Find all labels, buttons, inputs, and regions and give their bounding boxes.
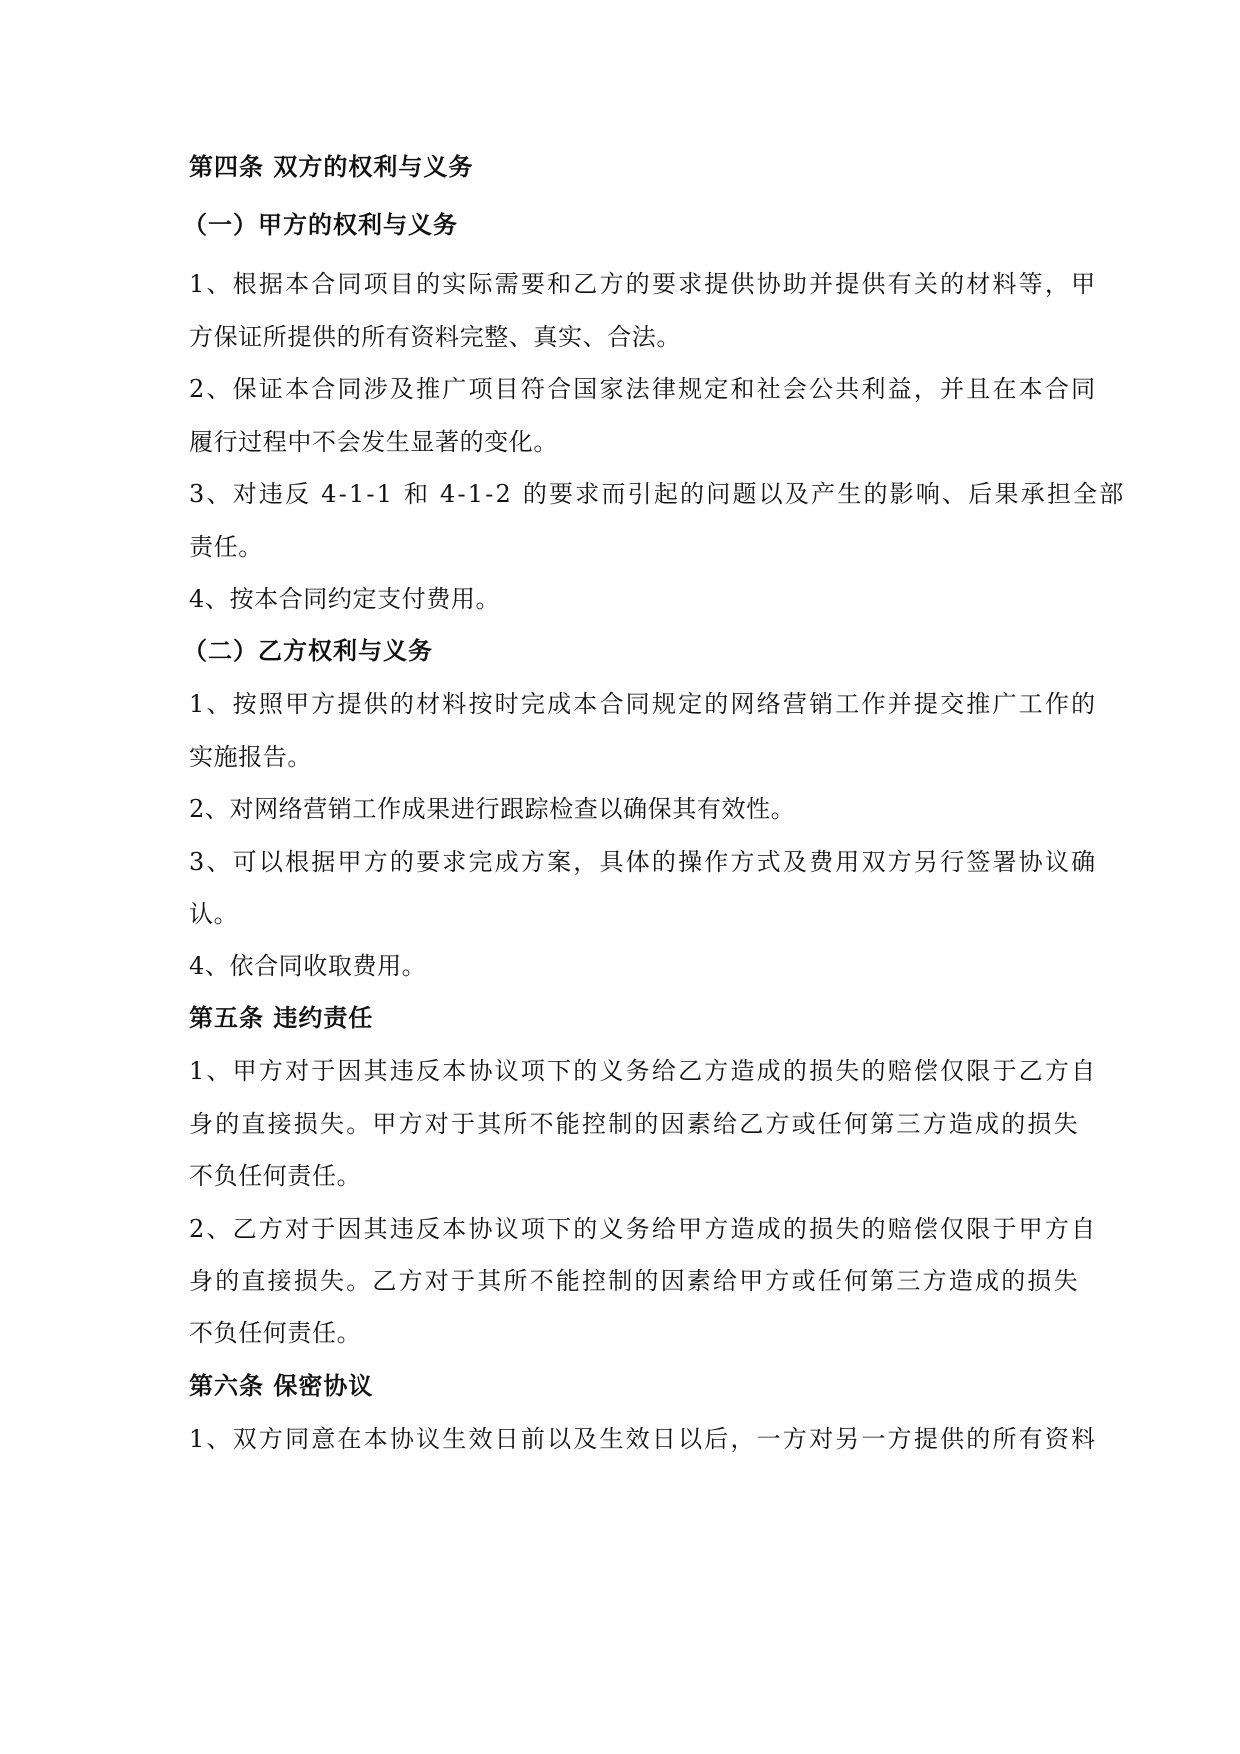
article-6-title: 第六条 保密协议 bbox=[189, 1372, 374, 1400]
article-5-item-2-line-2: 身的直接损失。乙方对于其所不能控制的因素给甲方或任何第三方造成的损失 bbox=[189, 1267, 1080, 1295]
article-6-item-1-line-1: 1、双方同意在本协议生效日前以及生效日以后，一方对另一方提供的所有资料 bbox=[189, 1425, 1098, 1453]
party-a-heading: （一）甲方的权利与义务 bbox=[183, 211, 458, 239]
party-b-item-3-line-1: 3、可以根据甲方的要求完成方案，具体的操作方式及费用双方另行签署协议确 bbox=[189, 848, 1098, 876]
party-b-item-2: 2、对网络营销工作成果进行跟踪检查以确保其有效性。 bbox=[189, 795, 796, 823]
party-b-item-1-line-2: 实施报告。 bbox=[189, 743, 312, 771]
article-5-item-2-line-1: 2、乙方对于因其违反本协议项下的义务给甲方造成的损失的赔偿仅限于甲方自 bbox=[189, 1215, 1098, 1243]
party-a-item-4: 4、按本合同约定支付费用。 bbox=[189, 585, 501, 613]
party-b-item-3-line-2: 认。 bbox=[189, 900, 239, 928]
article-5-item-2-line-3: 不负任何责任。 bbox=[189, 1319, 362, 1347]
article-5-title: 第五条 违约责任 bbox=[189, 1004, 374, 1032]
party-a-item-3-line-1: 3、对违反 4-1-1 和 4-1-2 的要求而引起的问题以及产生的影响、后果承担全部 bbox=[189, 480, 1126, 508]
article-5-item-1-line-2: 身的直接损失。甲方对于其所不能控制的因素给乙方或任何第三方造成的损失 bbox=[189, 1110, 1080, 1138]
party-a-item-3-line-2: 责任。 bbox=[189, 533, 263, 561]
party-b-heading: （二）乙方权利与义务 bbox=[183, 637, 433, 665]
party-a-item-1-line-1: 1、根据本合同项目的实际需要和乙方的要求提供协助并提供有关的材料等，甲 bbox=[189, 270, 1098, 298]
party-a-item-2-line-1: 2、保证本合同涉及推广项目符合国家法律规定和社会公共利益，并且在本合同 bbox=[189, 375, 1098, 403]
article-4-title: 第四条 双方的权利与义务 bbox=[189, 153, 474, 181]
party-a-item-1-line-2: 方保证所提供的所有资料完整、真实、合法。 bbox=[189, 323, 681, 351]
article-5-item-1-line-1: 1、甲方对于因其违反本协议项下的义务给乙方造成的损失的赔偿仅限于乙方自 bbox=[189, 1057, 1098, 1085]
article-5-item-1-line-3: 不负任何责任。 bbox=[189, 1162, 362, 1190]
party-a-item-2-line-2: 履行过程中不会发生显著的变化。 bbox=[189, 428, 558, 456]
party-b-item-4: 4、依合同收取费用。 bbox=[189, 952, 427, 980]
party-b-item-1-line-1: 1、按照甲方提供的材料按时完成本合同规定的网络营销工作并提交推广工作的 bbox=[189, 690, 1098, 718]
